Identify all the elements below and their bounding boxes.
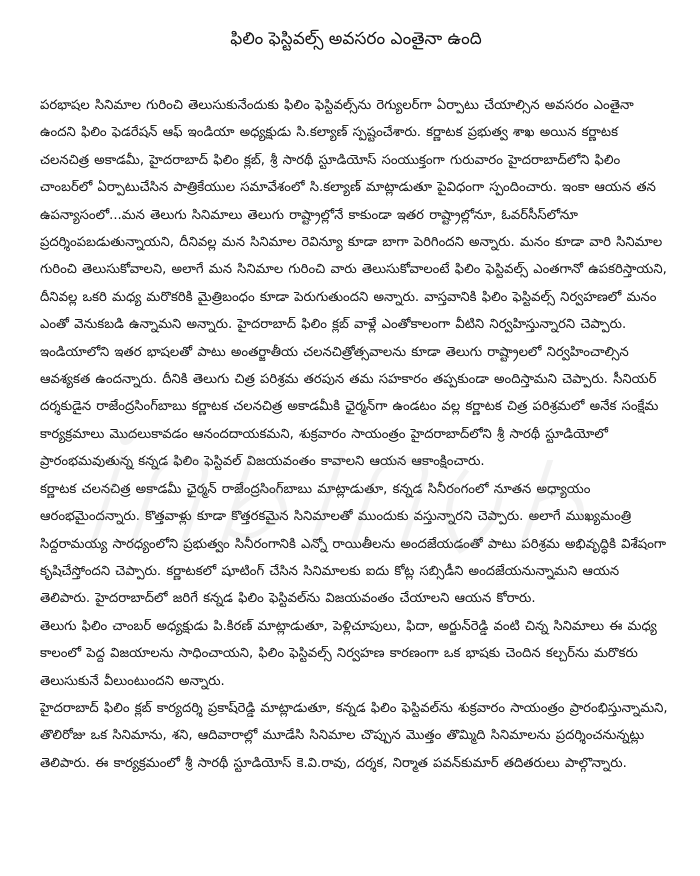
paragraph-2: కర్ణాటక చలనచిత్ర అకాడమీ ఛైర్మన్ రాజేంద్రసింగ్‌బాబు మాట్లాడుతూ, కన్నడ సినీరంగంలో నూతన అధ్యాయం ఆరంభమైందన్నారు. కొత్తవాళ్లు కూడా కొత్తరకమైన సినిమాలతో ముందుకు వస్తున్నారని చెప్పారు. అలాగే ముఖ్యమంత్రి సిద్దరామయ్య సారధ్యంలోని ప్రభుత్వం సినీరంగానికి ఎన్నో రాయితీలను అందజేయడంతో పాటు పరిశ్రమ అభివృద్ధికి విశేషంగా కృషిచేస్తోందని చెప్పారు. కర్ణాటకలో షూటింగ్ చేసిన సినిమాలకు ఐదు కోట్ల సబ్సిడీని అందజేయనున్నామని ఆయన తెలిపారు. హైదరాబాద్‌లో జరిగే కన్నడ ఫిలిం ఫెస్టివల్‌ను విజయవంతం చేయాలని ఆయన కోరారు.: [40, 481, 667, 607]
paragraph-3: తెలుగు ఫిలిం చాంబర్ అధ్యక్షుడు పి.కిరణ్ మాట్లాడుతూ, పెళ్లిచూపులు, ఫిదా, అర్జున్‌రెడ్డి వంటి చిన్న సినిమాలు ఈ మధ్య కాలంలో పెద్ద విజయాలను సాధించాయని, ఫిలిం ఫెస్టివల్స్ నిర్వహణ కారణంగా ఒక భాషకు చెందిన కల్చర్‌ను మరొకరు తెలుసుకునే వీలుంటుందని అన్నారు.: [40, 618, 657, 689]
article-title: ఫిలిం ఫెస్టివల్స్ అవసరం ఎంతైనా ఉంది: [230, 29, 482, 49]
article-body: [40, 92, 672, 777]
paragraph-1: పరభాషల సినిమాల గురించి తెలుసుకునేందుకు ఫిలిం ఫెస్టివల్స్‌ను రెగ్యులర్‌గా ఏర్పాటు చేయాల్సిన అవసరం ఎంతైనా ఉందని ఫిలిం ఫెడరేషన్ ఆఫ్ ఇండియా అధ్యక్షుడు సి.కల్యాణ్ స్పష్టంచేశారు. కర్ణాటక ప్రభుత్వ శాఖ అయిన కర్ణాటక చలనచిత్ర అకాడమీ, హైదరాబాద్ ఫిలిం క్లబ్, శ్రీ సారథీ స్టూడియోస్ సంయుక్తంగా గురువారం హైదరాబాద్‌లోని ఫిలిం చాంబర్‌లో ఏర్పాటుచేసిన పాత్రికేయుల సమావేశంలో సి.కల్యాణ్ మాట్లాడుతూ పైవిధంగా స్పందించారు. ఇంకా ఆయన తన ఉపన్యాసంలో...మన తెలుగు సినిమాలు తెలుగు రాష్ట్రాల్లోనే కాకుండా ఇతర రాష్ట్రాల్లోనూ, ఓవర్‌సీస్‌లోనూ ప్రదర్శింపబడుతున్నాయని, దీనివల్ల మన సినిమాల రెవిన్యూ కూడా బాగా పెరిగిందని అన్నారు. మనం కూడా వారి సినిమాల గురించి తెలుసుకోవాలని, అలాగే మన సినిమాల గురించి వారు తెలుసుకోవాలంటే ఫిలిం ఫెస్టివల్స్ ఎంతగానో ఉపకరిస్తాయని, దీనివల్ల ఒకరి మధ్య మరొకరికి మైత్రిబంధం కూడా పెరుగుతుందని అన్నారు. వాస్తవానికి ఫిలిం ఫెస్టివల్స్ నిర్వహణలో మనం ఎంతో వెనుకబడి ఉన్నామని అన్నారు. హైదరాబాద్ ఫిలిం క్లబ్ వాళ్లే ఎంతోకాలంగా వీటిని నిర్వహిస్తున్నారని చెప్పారు. ఇండియాలోని ఇతర భాషలతో పాటు అంతర్జాతీయ చలనచిత్రోత్సవాలను కూడా తెలుగు రాష్ట్రాలలో నిర్వహించాల్సిన ఆవశ్యకత ఉందన్నారు. దీనికి తెలుగు చిత్ర పరిశ్రమ తరపున తమ సహకారం తప్పకుండా అందిస్తామని చెప్పారు. సీనియర్ దర్శకుడైన రాజేంద్రసింగ్‌బాబు కర్ణాటక చలనచిత్ర అకాడమీకి ఛైర్మన్‌గా ఉండటం వల్ల కర్ణాటక చిత్ర పరిశ్రమలో అనేక సంక్షేమ కార్యక్రమాలు మొదలుకావడం ఆనందదాయకమని, శుక్రవారం సాయంత్రం హైదరాబాద్‌లోని శ్రీ సారథీ స్టూడియోలో ప్రారంభమవుతున్న కన్నడ ఫిలిం ఫెస్టివల్ విజయవంతం కావాలని ఆయన ఆకాంక్షించారు.: [40, 98, 667, 470]
paragraph-4: హైదరాబాద్ ఫిలిం క్లబ్ కార్యదర్శి ప్రకాష్‌రెడ్డి మాట్లాడుతూ, కన్నడ ఫిలిం ఫెస్టివల్‌ను శుక్రవారం సాయంత్రం ప్రారంభిస్తున్నామని, తొలిరోజు ఒక సినిమాను, శని, ఆదివారాల్లో మూడేసి సినిమాల చొప్పున మొత్తం తొమ్మిది సినిమాలను ప్రదర్శించనున్నట్లు తెలిపారు. ఈ కార్యక్రమంలో శ్రీ సారథీ స్టూడియోస్ కె.వి.రావు, దర్శక, నిర్మాత పవన్‌కుమార్ తదితరులు పాల్గొన్నారు.: [40, 700, 668, 771]
